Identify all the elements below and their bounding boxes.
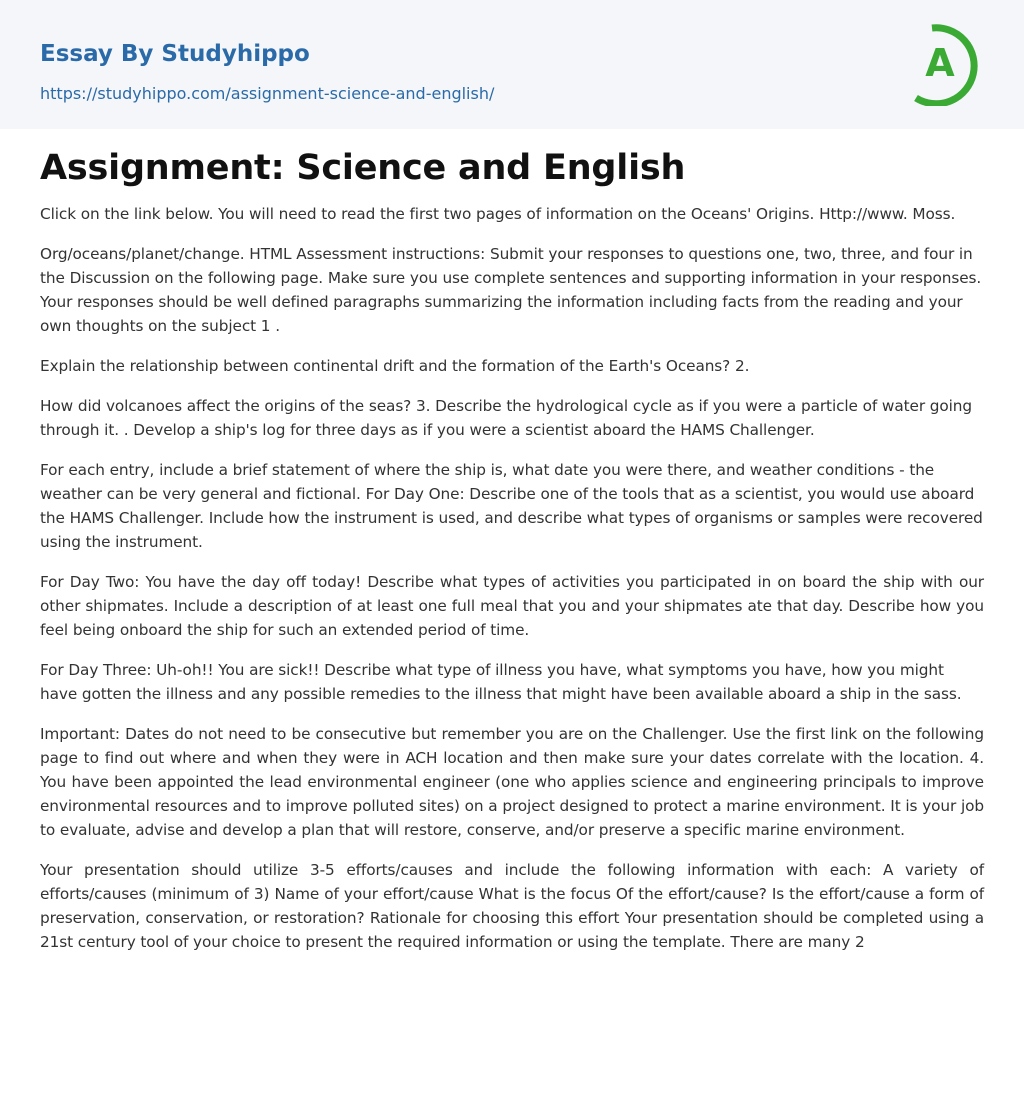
essay-url-link[interactable]: https://studyhippo.com/assignment-science-and-english/ [40,84,495,103]
paragraph: For Day Two: You have the day off today! Describe what types of activities you participated in on board the ship with our other shipmates. Include a description of at least one full meal that you and your shipmates ate that day. Describe how you feel being onboard the ship for such an extended period of time. [40,573,984,639]
paragraph: How did volcanoes affect the origins of the seas? 3. Describe the hydrological cycle as if you were a particle of water going through it. . Develop a ship's log for three days as if you were a scientist aboard the HAMS Challenger. [40,397,973,439]
article-title: Assignment: Science and English [40,148,686,188]
header [0,0,1024,129]
site-brand[interactable]: Essay By Studyhippo [40,41,310,67]
studyhippo-logo-icon[interactable] [908,18,988,106]
paragraph: For each entry, include a brief statement of where the ship is, what date you were there, and weather conditions - the weather can be very general and fictional. For Day One: Describe one of the tools that as a scientist, you would use aboard the HAMS Challenger. Include how the instrument is used, and describe what types of organisms or samples were recovered using the instrument. [40,461,983,551]
paragraph: Your presentation should utilize 3-5 efforts/causes and include the following information with each: A variety of efforts/causes (minimum of 3) Name of your effort/cause What is the focus Of the effort/cause? Is the effort/cause a form of preservation, conservation, or restoration? Rationale for choosing this effort Your presentation should be completed using a 21st century tool of your choice to present the required information or using the template. There are many 2 [40,861,984,951]
paragraph: For Day Three: Uh-oh!! You are sick!! Describe what type of illness you have, what symptoms you have, how you might have gotten the illness and any possible remedies to the illness that might have been available aboard a ship in the sass. [40,661,962,703]
paragraph: Explain the relationship between continental drift and the formation of the Earth's Oceans? 2. [40,357,750,375]
paragraph: Click on the link below. You will need to read the first two pages of information on the Oceans' Origins. Http://www. Moss. [40,205,956,223]
paragraph: Org/oceans/planet/change. HTML Assessment instructions: Submit your responses to questions one, two, three, and four in the Discussion on the following page. Make sure you use complete sentences and supporting information in your responses. Your responses should be well defined paragraphs summarizing the information including facts from the reading and your own thoughts on the subject 1 . [40,245,982,335]
paragraph: Important: Dates do not need to be consecutive but remember you are on the Challenger. Use the first link on the following page to find out where and when they were in ACH location and then make sure your dates correlate with the location. 4. You have been appointed the lead environmental engineer (one who applies science and engineering principals to improve environmental resources and to improve polluted sites) on a project designed to protect a marine environment. It is your job to evaluate, advise and develop a plan that will restore, conserve, and/or preserve a specific marine environment. [40,725,984,839]
article [40,145,984,970]
logo-letter: A [925,41,955,85]
